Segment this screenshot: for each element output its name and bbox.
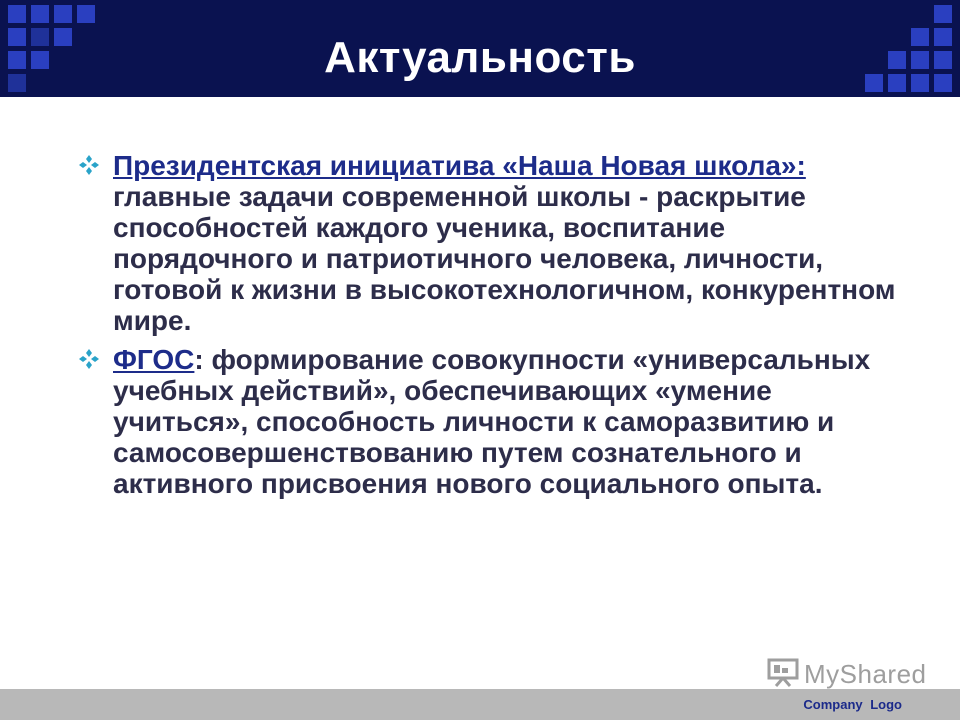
watermark-text: MyShared (804, 659, 927, 689)
slide-content (78, 150, 898, 507)
slide-header (0, 0, 960, 97)
bullet-lead-link[interactable]: Президентская инициатива «Наша Новая школа»: (113, 150, 806, 181)
bullet-lead-link[interactable]: ФГОС (113, 344, 195, 375)
four-diamond-bullet-icon (78, 151, 100, 182)
bullet-item (78, 344, 898, 499)
bullet-item (78, 150, 898, 336)
company-logo-text: Company Logo (803, 697, 902, 712)
bullet-text: главные задачи современной школы - раскрытие способностей каждого ученика, воспитание порядочного и патриотичного человека, личности, готовой к жизни в высокотехнологичном, конкурентном мире. (113, 181, 896, 336)
four-diamond-bullet-icon (78, 345, 100, 376)
slide-title: Актуальность (324, 33, 636, 82)
slide-footer (0, 689, 960, 720)
bullet-text: : формирование совокупности «универсальных учебных действий», обеспечивающих «умение учиться», способность личности к саморазвитию и самосовершенствованию путем сознательного и активного присвоения нового социального опыта. (113, 344, 871, 499)
